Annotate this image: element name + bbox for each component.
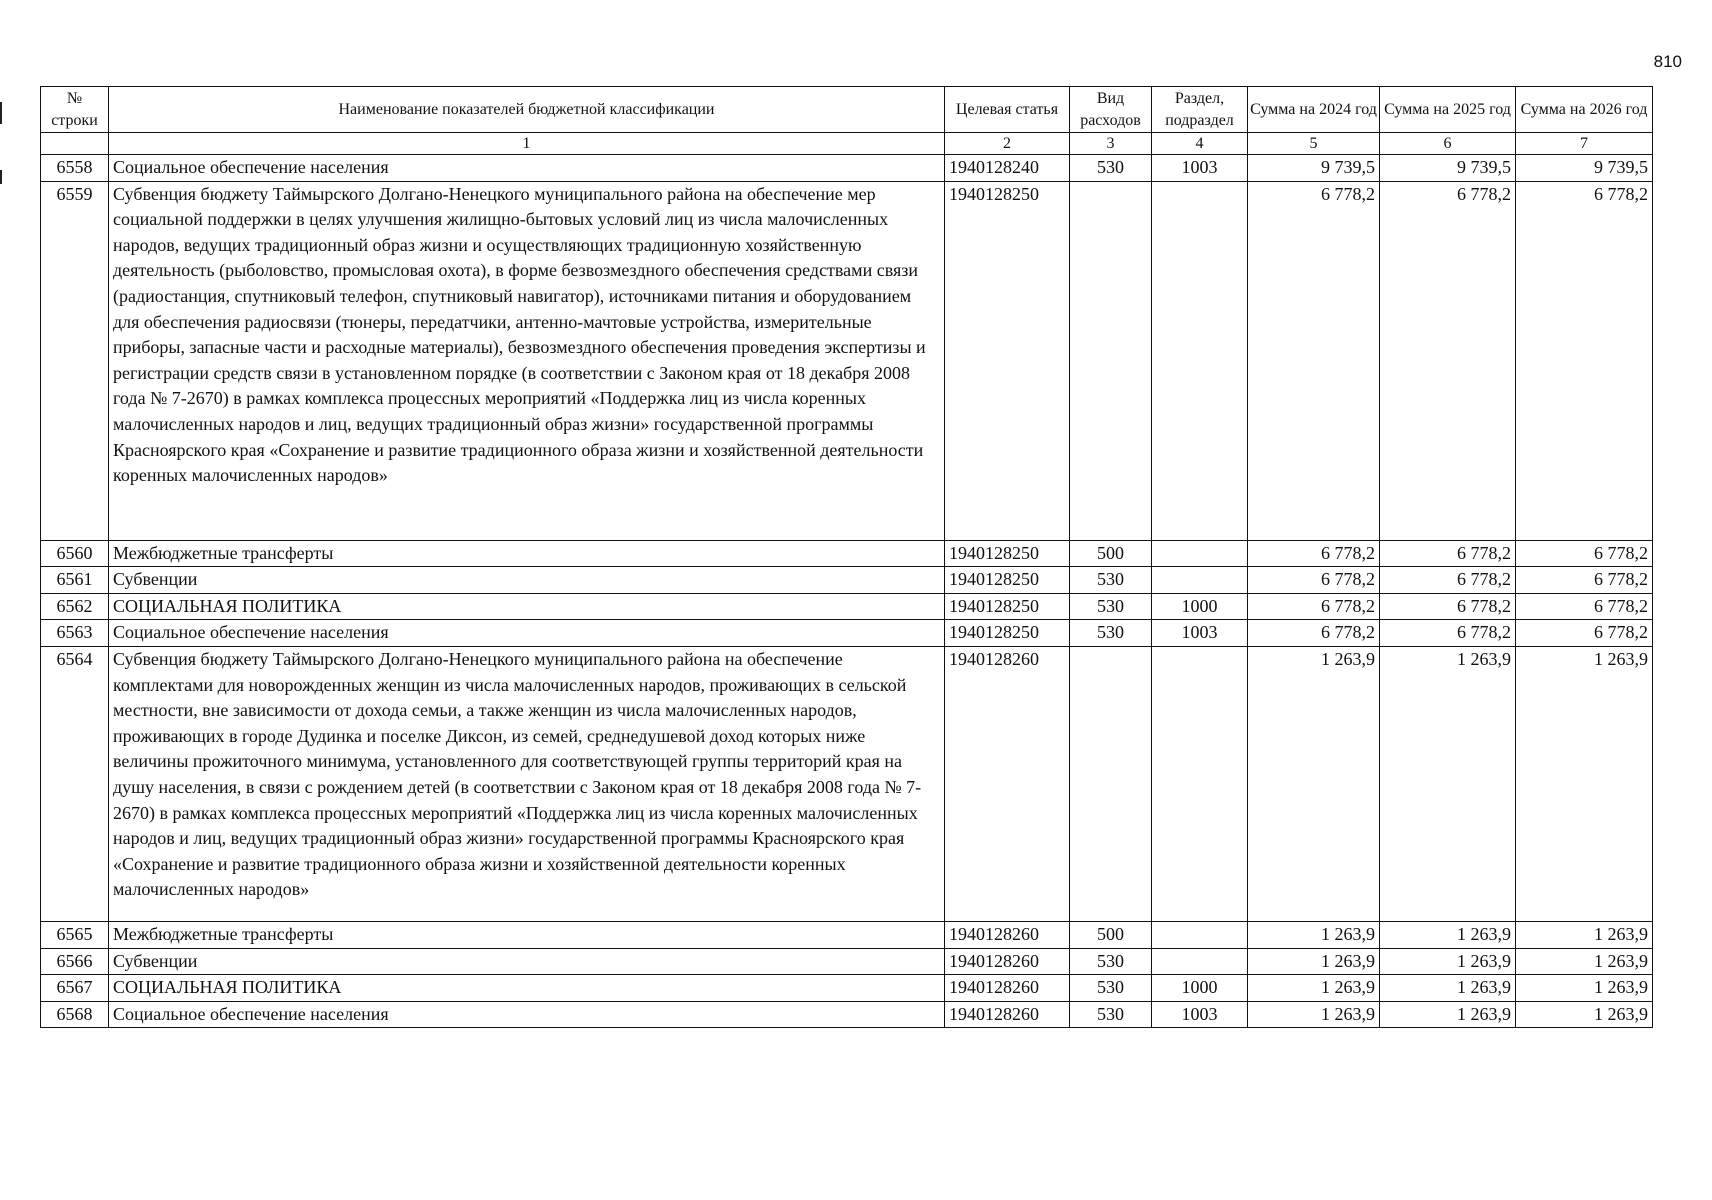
row-sum-2024: 6 778,2: [1248, 540, 1380, 567]
row-sum-2025: 6 778,2: [1380, 620, 1516, 647]
row-target-article: 1940128250: [945, 567, 1070, 594]
row-name: СОЦИАЛЬНАЯ ПОЛИТИКА: [109, 975, 945, 1002]
table-row: [41, 1001, 1653, 1028]
row-sum-2025: 6 778,2: [1380, 593, 1516, 620]
row-section: [1152, 567, 1248, 594]
row-sum-2026: 1 263,9: [1516, 975, 1653, 1002]
row-name: Социальное обеспечение населения: [109, 620, 945, 647]
table-row: [41, 975, 1653, 1002]
row-name: Межбюджетные трансферты: [109, 921, 945, 948]
row-sum-2025: 6 778,2: [1380, 540, 1516, 567]
row-expense-type: 530: [1070, 155, 1152, 182]
column-number: 3: [1070, 133, 1152, 155]
row-number: 6563: [41, 620, 109, 647]
row-sum-2026: 1 263,9: [1516, 921, 1653, 948]
row-expense-type: 530: [1070, 567, 1152, 594]
column-numbers-row: [41, 133, 1653, 155]
row-expense-type: 530: [1070, 975, 1152, 1002]
row-sum-2025: 1 263,9: [1380, 1001, 1516, 1028]
column-number: [41, 133, 109, 155]
row-target-article: 1940128260: [945, 646, 1070, 921]
header-sum-2026: Сумма на 2026 год: [1516, 87, 1653, 133]
row-target-article: 1940128240: [945, 155, 1070, 182]
row-sum-2024: 1 263,9: [1248, 1001, 1380, 1028]
table-row: [41, 921, 1653, 948]
table-row: [41, 593, 1653, 620]
header-name: Наименование показателей бюджетной классификации: [109, 87, 945, 133]
row-number: 6562: [41, 593, 109, 620]
column-number: 7: [1516, 133, 1653, 155]
row-name: Межбюджетные трансферты: [109, 540, 945, 567]
row-sum-2026: 6 778,2: [1516, 567, 1653, 594]
row-number: 6559: [41, 181, 109, 540]
row-name: Субвенция бюджету Таймырского Долгано-Ненецкого муниципального района на обеспечение комплектами для новорожденных женщин из числа малочисленных народов, проживающих в сельской местности, вне зависимости от дохода семьи, а также женщин из числа малочисленных народов, проживающих в городе Дудинка и поселке Диксон, из семей, среднедушевой доход которых ниже величины прожиточного минимума, установленного для соответствующей группы территорий края на душу населения, в связи с рождением детей (в соответствии с Законом края от 18 декабря 2008 года № 7-2670) в рамках комплекса процессных мероприятий «Поддержка лиц из числа коренных малочисленных народов и лиц, ведущих традиционный образ жизни» государственной программы Красноярского края «Сохранение и развитие традиционного образа жизни и хозяйственной деятельности коренных малочисленных народов»: [109, 646, 945, 921]
header-row-no: № строки: [41, 87, 109, 133]
row-number: 6566: [41, 948, 109, 975]
row-sum-2025: 9 739,5: [1380, 155, 1516, 182]
column-number: 1: [109, 133, 945, 155]
row-number: 6565: [41, 921, 109, 948]
table-row: [41, 620, 1653, 647]
row-target-article: 1940128250: [945, 181, 1070, 540]
row-section: [1152, 540, 1248, 567]
margin-mark: [0, 170, 2, 184]
row-expense-type: 530: [1070, 593, 1152, 620]
table-row: [41, 181, 1653, 540]
row-sum-2024: 6 778,2: [1248, 567, 1380, 594]
row-number: 6564: [41, 646, 109, 921]
column-number: 2: [945, 133, 1070, 155]
row-section: 1003: [1152, 620, 1248, 647]
row-sum-2025: 6 778,2: [1380, 567, 1516, 594]
row-target-article: 1940128250: [945, 593, 1070, 620]
row-sum-2024: 6 778,2: [1248, 593, 1380, 620]
row-target-article: 1940128260: [945, 948, 1070, 975]
margin-mark: [0, 102, 2, 124]
header-target-article: Целевая статья: [945, 87, 1070, 133]
row-name: Социальное обеспечение населения: [109, 1001, 945, 1028]
row-sum-2025: 1 263,9: [1380, 646, 1516, 921]
row-sum-2025: 1 263,9: [1380, 921, 1516, 948]
row-sum-2026: 9 739,5: [1516, 155, 1653, 182]
row-section: [1152, 181, 1248, 540]
table-row: [41, 948, 1653, 975]
column-number: 6: [1380, 133, 1516, 155]
row-sum-2026: 1 263,9: [1516, 646, 1653, 921]
row-sum-2025: 1 263,9: [1380, 948, 1516, 975]
row-expense-type: 500: [1070, 540, 1152, 567]
row-expense-type: [1070, 646, 1152, 921]
table-row: [41, 155, 1653, 182]
row-section: [1152, 646, 1248, 921]
row-number: 6558: [41, 155, 109, 182]
row-name: Социальное обеспечение населения: [109, 155, 945, 182]
row-sum-2024: 1 263,9: [1248, 646, 1380, 921]
row-sum-2026: 6 778,2: [1516, 593, 1653, 620]
row-number: 6568: [41, 1001, 109, 1028]
row-section: 1000: [1152, 975, 1248, 1002]
row-sum-2024: 6 778,2: [1248, 181, 1380, 540]
table-row: [41, 646, 1653, 921]
row-sum-2026: 6 778,2: [1516, 540, 1653, 567]
row-sum-2026: 1 263,9: [1516, 1001, 1653, 1028]
row-sum-2024: 9 739,5: [1248, 155, 1380, 182]
row-sum-2025: 1 263,9: [1380, 975, 1516, 1002]
row-number: 6560: [41, 540, 109, 567]
header-sum-2024: Сумма на 2024 год: [1248, 87, 1380, 133]
row-section: [1152, 948, 1248, 975]
table-row: [41, 567, 1653, 594]
row-expense-type: [1070, 181, 1152, 540]
row-sum-2026: 6 778,2: [1516, 181, 1653, 540]
row-expense-type: 500: [1070, 921, 1152, 948]
row-target-article: 1940128260: [945, 921, 1070, 948]
row-sum-2026: 1 263,9: [1516, 948, 1653, 975]
row-section: [1152, 921, 1248, 948]
budget-table: [40, 86, 1653, 1028]
column-number: 5: [1248, 133, 1380, 155]
row-section: 1003: [1152, 155, 1248, 182]
row-sum-2024: 1 263,9: [1248, 975, 1380, 1002]
header-expense-type: Вид расходов: [1070, 87, 1152, 133]
row-name: Субвенции: [109, 567, 945, 594]
row-name: Субвенция бюджету Таймырского Долгано-Ненецкого муниципального района на обеспечение мер социальной поддержки в целях улучшения жилищно-бытовых условий лиц из числа малочисленных народов, ведущих традиционный образ жизни и осуществляющих традиционную хозяйственную деятельность (рыболовство, промысловая охота), в форме безвозмездного обеспечения средствами связи (радиостанция, спутниковый телефон, спутниковый навигатор), источниками питания и оборудованием для обеспечения радиосвязи (тюнеры, передатчики, антенно-мачтовые устройства, измерительные приборы, запасные части и расходные материалы), безвозмездного обеспечения проведения экспертизы и регистрации средств связи в установленном порядке (в соответствии с Законом края от 18 декабря 2008 года № 7-2670) в рамках комплекса процессных мероприятий «Поддержка лиц из числа коренных малочисленных народов и лиц, ведущих традиционный образ жизни» государственной программы Красноярского края «Сохранение и развитие традиционного образа жизни и хозяйственной деятельности коренных малочисленных народов»: [109, 181, 945, 540]
row-number: 6561: [41, 567, 109, 594]
row-sum-2024: 6 778,2: [1248, 620, 1380, 647]
row-target-article: 1940128260: [945, 1001, 1070, 1028]
row-section: 1000: [1152, 593, 1248, 620]
row-sum-2024: 1 263,9: [1248, 948, 1380, 975]
row-target-article: 1940128250: [945, 620, 1070, 647]
row-expense-type: 530: [1070, 1001, 1152, 1028]
row-target-article: 1940128260: [945, 975, 1070, 1002]
header-sum-2025: Сумма на 2025 год: [1380, 87, 1516, 133]
row-name: Субвенции: [109, 948, 945, 975]
row-sum-2024: 1 263,9: [1248, 921, 1380, 948]
row-sum-2026: 6 778,2: [1516, 620, 1653, 647]
row-name: СОЦИАЛЬНАЯ ПОЛИТИКА: [109, 593, 945, 620]
page-number: 810: [1653, 52, 1682, 71]
row-section: 1003: [1152, 1001, 1248, 1028]
header-section: Раздел, подраздел: [1152, 87, 1248, 133]
column-number: 4: [1152, 133, 1248, 155]
header-row: [41, 87, 1653, 133]
table-row: [41, 540, 1653, 567]
row-number: 6567: [41, 975, 109, 1002]
row-target-article: 1940128250: [945, 540, 1070, 567]
row-expense-type: 530: [1070, 948, 1152, 975]
row-expense-type: 530: [1070, 620, 1152, 647]
row-sum-2025: 6 778,2: [1380, 181, 1516, 540]
